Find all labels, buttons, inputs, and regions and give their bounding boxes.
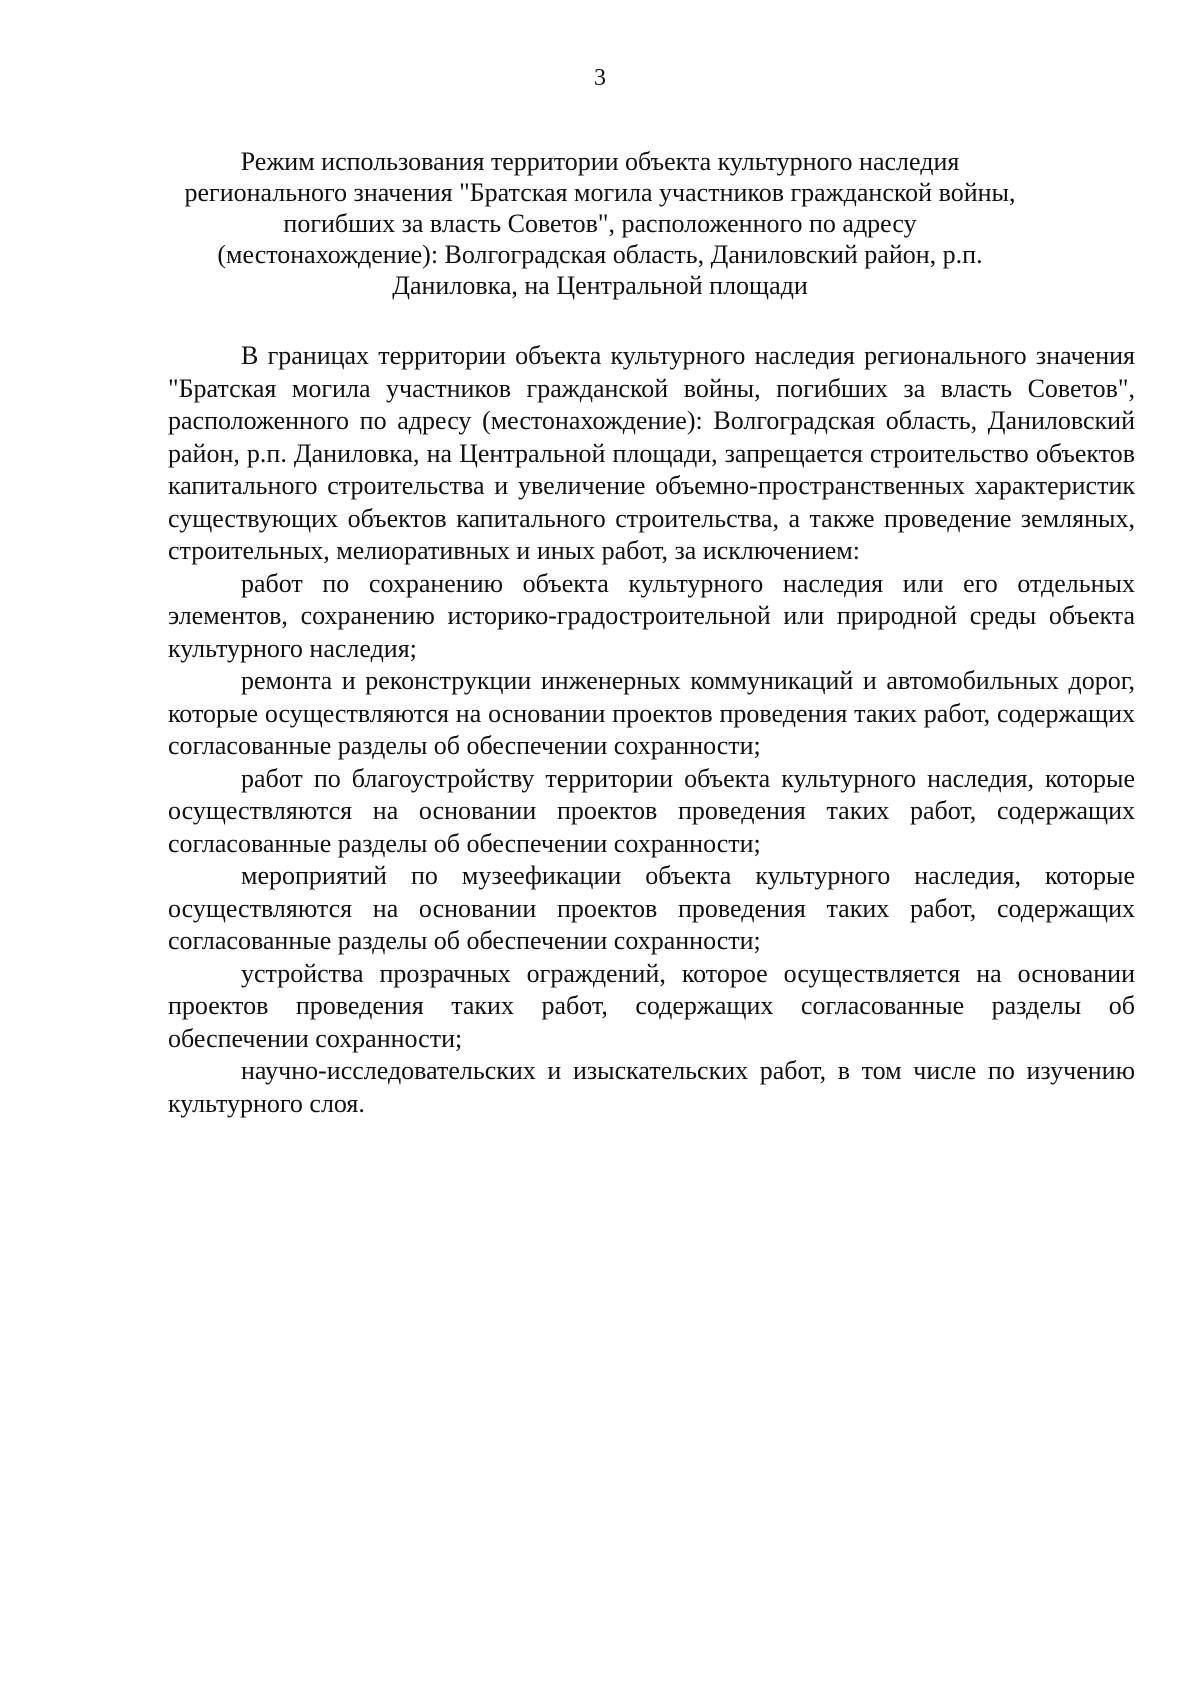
paragraph-intro: В границах территории объекта культурного наследия регионального значения "Братская могила участников гражданской войны, погибших за власть Советов", расположенного по адресу (местонахождение): Волгоградская область, Даниловский район, р.п. Даниловка, на Центральной площади, запрещается строительство объектов капитального строительства и увеличение объемно-пространственных характеристик существующих объектов капитального строительства, а также проведение земляных, строительных, мелиоративных и иных работ, за исключением:	[168, 341, 1135, 565]
paragraph-exception-4: мероприятий по музеефикации объекта культурного наследия, которые осуществляются на основании проектов проведения таких работ, содержащих согласованные разделы об обеспечении сохранности;	[168, 861, 1135, 955]
paragraph-exception-6: научно-исследовательских и изыскательских работ, в том числе по изучению культурного слоя.	[168, 1056, 1135, 1118]
document-title: Режим использования территории объекта культурного наследия регионального значения "Братская могила участников гражданской войны, погибших за власть Советов", расположенного по адресу (местонахождение): Волгоградская область, Даниловский район, р.п. Даниловка, на Центральной площади	[184, 147, 1016, 300]
page-number: 3	[594, 65, 606, 91]
document-body	[168, 340, 1135, 1120]
paragraph-exception-3: работ по благоустройству территории объекта культурного наследия, которые осуществляются на основании проектов проведения таких работ, содержащих согласованные разделы об обеспечении сохранности;	[168, 763, 1135, 858]
paragraph-exception-5: устройства прозрачных ограждений, которое осуществляется на основании проектов проведения таких работ, содержащих согласованные разделы об обеспечении сохранности;	[168, 958, 1135, 1053]
paragraph-exception-1: работ по сохранению объекта культурного наследия или его отдельных элементов, сохранению историко-градостроительной или природной среды объекта культурного наследия;	[168, 568, 1135, 663]
paragraph-exception-2: ремонта и реконструкции инженерных коммуникаций и автомобильных дорог, которые осуществляются на основании проектов проведения таких работ, содержащих согласованные разделы об обеспечении сохранности;	[168, 666, 1135, 760]
